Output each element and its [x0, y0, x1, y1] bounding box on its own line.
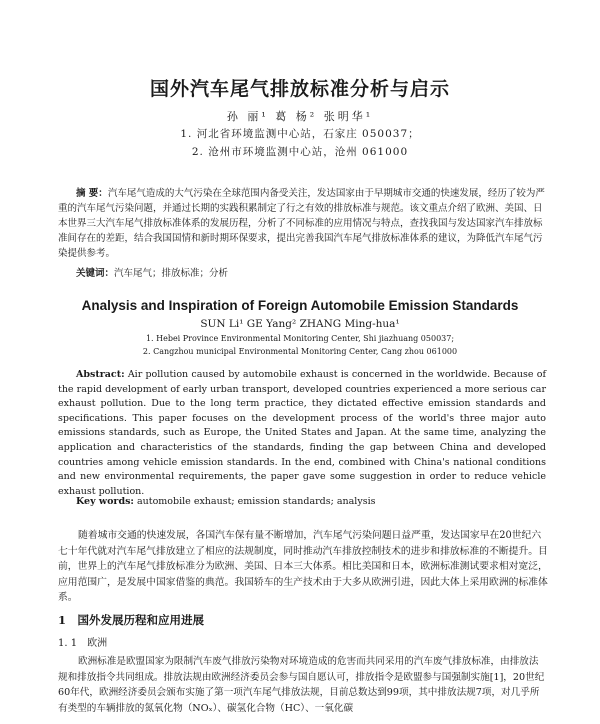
section-heading-1: 1 国外发展历程和应用进展	[58, 613, 205, 627]
english-keywords-text: automobile exhaust; emission standards; analysis	[136, 496, 376, 507]
chinese-affiliation-1: 1. 河北省环境监测中心站，石家庄 050037；	[180, 128, 420, 140]
chinese-authors: 孙 丽¹ 葛 杨² 张明华¹	[226, 110, 374, 123]
english-keywords	[76, 496, 546, 507]
chinese-affiliation-2: 2. 沧州市环境监测中心站，沧州 061000	[191, 146, 409, 158]
chinese-keywords-label: 关键词：	[76, 268, 115, 279]
chinese-abstract-label: 摘 要：	[76, 188, 108, 199]
europe-paragraph: 欧洲标准是欧盟国家为限制汽车废气排放污染物对环境造成的危害而共同采用的汽车废气排放标准，由排放法规和排放指令共同组成。排放法规由欧洲经济委员会参与国自愿认可，排放指令是欧盟参与国强制实施[1]，20世纪60年代，欧洲经济委员会颁布实施了第一项汽车尾气排放法规，目前总数达到99项，其中排放法规7项，对几乎所有类型的车辆排放的氮氧化物（NOₓ）、碳氢化合物（HC）、一氧化碳	[58, 656, 545, 714]
chinese-abstract-text: 汽车尾气造成的大气污染在全球范围内备受关注，发达国家由于早期城市交通的快速发展，经历了较为严重的汽车尾气污染问题，并通过长期的实践积累制定了行之有效的排放标准与规范。该文重点介绍了欧洲、美国、日本世界三大汽车尾气排放标准体系的发展历程，分析了不同标准的应用情况与特点，查找我国与发达国家汽车排放标准间存在的差距，结合我国国情和新时期环保要求，提出完善我国汽车尾气排放标准体系的建议，为降低汽车尾气污染提供参考。	[58, 188, 545, 259]
chinese-title: 国外汽车尾气排放标准分析与启示	[149, 78, 450, 100]
chinese-keywords-text: 汽车尾气；排放标准；分析	[114, 268, 229, 279]
intro-paragraph: 随着城市交通的快速发展，各国汽车保有量不断增加，汽车尾气污染问题日益严重，发达国家早在20世纪六七十年代就对汽车尾气排放建立了相应的法规制度，同时推动汽车排放控制技术的进步和排放标准的不断提升。目前，世界上的汽车尾气排放标准分为欧洲、美国、日本三大体系。相比美国和日本，欧洲标准测试要求相对宽泛，应用范围广，是发展中国家借鉴的典范。我国轿车的生产技术由于大多从欧洲引进，因此大体上采用欧洲的标准体系。	[58, 530, 548, 604]
subsection-heading-1-1: 1. 1 欧洲	[58, 638, 108, 649]
english-affiliation-2: 2. Cangzhou municipal Environmental Monitoring Center, Cang zhou 061000	[142, 347, 458, 356]
english-abstract	[58, 368, 546, 499]
english-keywords-label: Key words:	[76, 496, 134, 507]
chinese-keywords	[58, 266, 564, 281]
chinese-abstract	[58, 186, 546, 261]
english-abstract-text: Air pollution caused by automobile exhaust is concerned in the worldwide. Because of the rapid development of early urban transport, developed countries experienced a more serious car exhaust pollution. Due to the long term practice, they dictated effective emission standards and specifications. This paper focuses on the development process of the world's three major auto emissions standards, such as Europe, the United States and Japan. At the same time, analyzing the application and characteristics of the standards, finding the gap between China and developed countries among vehicle emission standards. In the end, combined with China's national conditions and new environmental requirements, the paper gave some suggestion in order to reduce vehicle exhaust pollution.	[58, 369, 546, 497]
english-authors: SUN Li¹ GE Yang² ZHANG Ming-hua¹	[200, 318, 400, 330]
english-abstract-label: Abstract:	[76, 369, 125, 380]
english-title: Analysis and Inspiration of Foreign Automobile Emission Standards	[81, 298, 519, 313]
english-affiliation-1: 1. Hebei Province Environmental Monitoring Center, Shi jiazhuang 050037;	[145, 334, 455, 343]
